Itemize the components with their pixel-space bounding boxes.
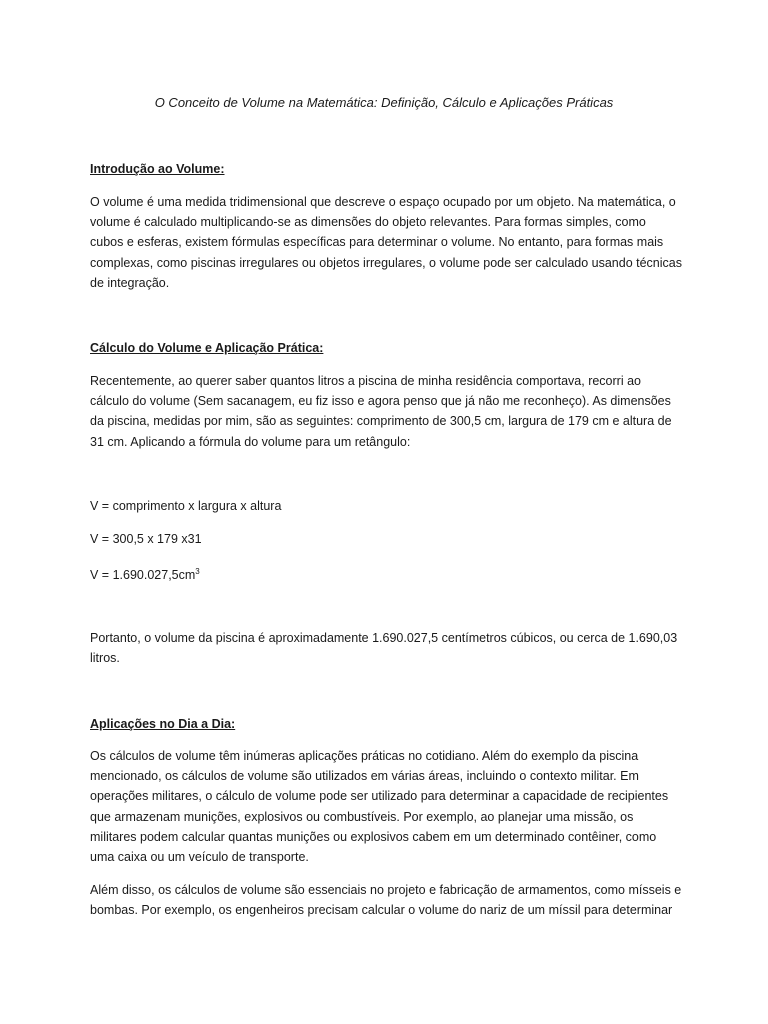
paragraph-aplicacoes-1: Os cálculos de volume têm inúmeras aplicações práticas no cotidiano. Além do exemplo da piscina mencionado, os cálculos de volume são utilizados em várias áreas, incluindo o contexto militar. Em operações militares, o cálculo de volume pode ser utilizado para determinar a capacidade de recipientes que armazenam munições, explosivos ou combustíveis. Por exemplo, ao planejar uma missão, os militares podem calcular quantas munições ou explosivos cabem em um determinado contêiner, como uma caixa ou um veículo de transporte. (90, 749, 669, 865)
section-heading-aplicacoes: Aplicações no Dia a Dia: (90, 717, 236, 731)
cubic-superscript: 3 (195, 567, 200, 576)
paragraph-calculo: Recentemente, ao querer saber quantos litros a piscina de minha residência comportava, recorri ao cálculo do volume (Sem sacanagem, eu fiz isso e agora penso que já não me reconheço). As dimensões da piscina, medidas por mim, são as seguintes: comprimento de 300,5 cm, largura de 179 cm e altura de 31 cm. Aplicando a fórmula do volume para um retângulo: (90, 374, 672, 449)
paragraph-introducao: O volume é uma medida tridimensional que descreve o espaço ocupado por um objeto. Na matemática, o volume é calculado multiplicando-se as dimensões do objeto relevantes. Para formas simples, como cubos e esferas, existem fórmulas específicas para determinar o volume. No entanto, para formas mais complexas, como piscinas irregulares ou objetos irregulares, o volume pode ser calculado usando técnicas de integração. (90, 195, 682, 290)
formula-line-1: V = comprimento x largura x altura (90, 499, 282, 513)
formula-result: V = 1.690.027,5cm (90, 568, 196, 583)
paragraph-conclusao: Portanto, o volume da piscina é aproximadamente 1.690.027,5 centímetros cúbicos, ou cerca de 1.690,03 litros. (90, 631, 678, 666)
section-heading-calculo: Cálculo do Volume e Aplicação Prática: (90, 341, 324, 355)
paragraph-aplicacoes-2: Além disso, os cálculos de volume são essenciais no projeto e fabricação de armamentos, como mísseis e bombas. Por exemplo, os engenheiros precisam calcular o volume do nariz de um míssil para determinar (90, 883, 682, 918)
formula-line-3 (90, 563, 200, 584)
document-title: O Conceito de Volume na Matemática: Definição, Cálculo e Aplicações Práticas (154, 95, 614, 110)
formula-line-2: V = 300,5 x 179 x31 (90, 532, 202, 546)
section-heading-introducao: Introdução ao Volume: (90, 162, 225, 176)
